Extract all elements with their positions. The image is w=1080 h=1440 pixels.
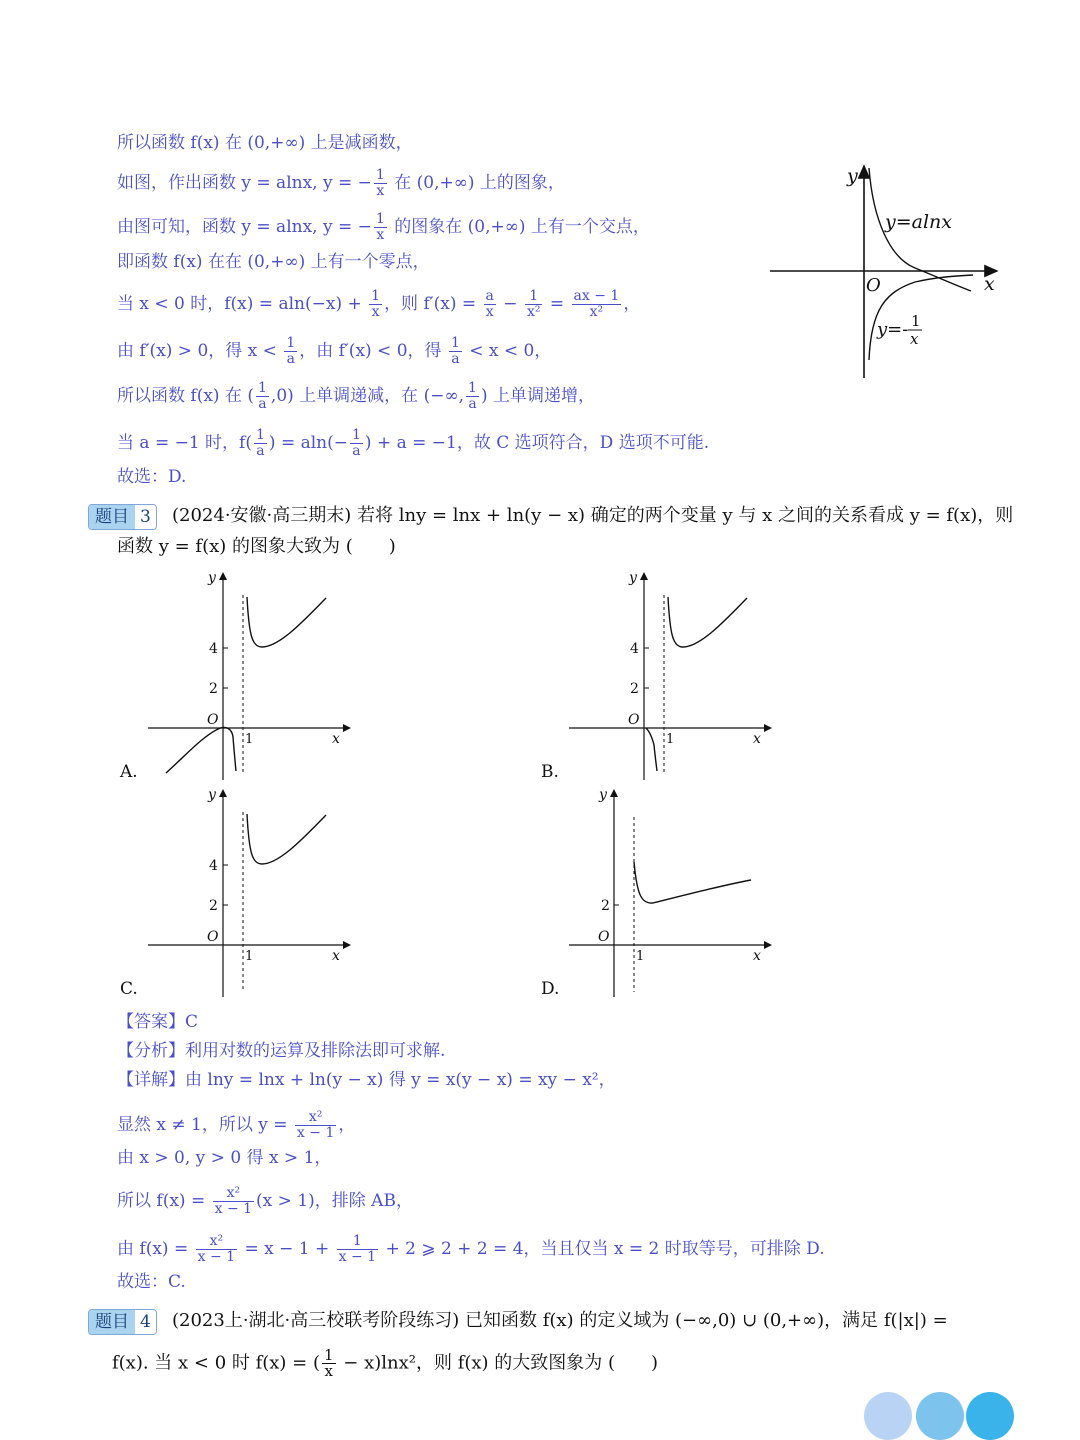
svg-text:x: x xyxy=(332,948,340,964)
detail-line-1: 【详解】由 lny = lnx + ln(y − x) 得 y = x(y − x) = xy − x²， xyxy=(117,1070,616,1090)
svg-text:2: 2 xyxy=(601,898,610,914)
decor-bubble xyxy=(864,1392,912,1440)
svg-text:O: O xyxy=(598,929,610,945)
svg-text:x: x xyxy=(753,731,761,747)
svg-text:1: 1 xyxy=(636,949,645,964)
svg-text:y: y xyxy=(208,570,216,586)
label-neg-reciprocal-num: 1 xyxy=(911,312,921,330)
detail-line-5: 由 f(x) = $\frac{\text{x²}}{x - 1}$ = x − 1 + $\frac{1}{x - 1}$ + 2 ⩾ 2 + 2 = 4，当且仅当 x = 2 时取等号，可排除 D. xyxy=(117,1233,825,1265)
option-c-graph xyxy=(140,782,360,1002)
question-4-line-1: (2023上·湖北·高三校联考阶段练习) 已知函数 f(x) 的定义域为 (−∞,0) ∪ (0,+∞)，满足 f(|x|) = xyxy=(172,1310,948,1331)
solution-line-2: 如图，作出函数 y = alnx, y = − $\frac{1}{x}$ 在 (0,+∞) 上的图象， xyxy=(117,167,565,199)
option-a-label[interactable]: A. xyxy=(120,762,138,782)
option-a-graph xyxy=(140,565,360,785)
decor-bubble xyxy=(916,1392,964,1440)
question-3-line-1: (2024·安徽·高三期末) 若将 lny = lnx + ln(y − x) 确定的两个变量 y 与 x 之间的关系看成 y = f(x)，则 xyxy=(172,505,1014,526)
curve-neg-reciprocal xyxy=(869,275,973,360)
option-b-graph xyxy=(561,565,781,785)
svg-text:O: O xyxy=(628,712,640,728)
label-neg-reciprocal: y=- xyxy=(877,319,909,340)
option-d-graph xyxy=(561,782,781,1002)
svg-text:y: y xyxy=(208,787,216,803)
question-3-badge xyxy=(88,504,157,530)
svg-text:2: 2 xyxy=(209,681,218,697)
decor-bubble xyxy=(966,1392,1014,1440)
solution-line-3: 由图可知，函数 y = alnx, y = − $\frac{1}{x}$ 的图象在 (0,+∞) 上有一个交点， xyxy=(117,211,650,243)
solution-line-1: 所以函数 f(x) 在 (0,+∞) 上是减函数， xyxy=(117,133,413,153)
question-badge-label: 题目 xyxy=(89,1310,135,1334)
svg-text:4: 4 xyxy=(630,641,639,657)
svg-text:2: 2 xyxy=(630,681,639,697)
question-badge-number: 4 xyxy=(135,1310,156,1334)
question-badge-label: 题目 xyxy=(89,505,135,529)
detail-line-4: 所以 f(x) = $\frac{\text{x²}}{x - 1}$ (x > 1)，排除 AB， xyxy=(117,1185,413,1217)
question-badge-number: 3 xyxy=(135,505,156,529)
solution-line-6: 由 f′(x) > 0，得 x < $\frac{1}{a}$ ，由 f′(x) < 0，得 $\frac{1}{a}$ < x < 0， xyxy=(117,335,552,367)
solution-line-4: 即函数 f(x) 在在 (0,+∞) 上有一个零点， xyxy=(117,252,430,272)
question-3-line-2: 函数 y = f(x) 的图象大致为 ( ) xyxy=(117,536,396,557)
analysis-line: 【分析】利用对数的运算及排除法即可求解. xyxy=(117,1041,446,1061)
svg-text:O: O xyxy=(207,929,219,945)
svg-text:y: y xyxy=(629,570,637,586)
graph-alnx xyxy=(765,160,1005,382)
question-4-line-2: f(x). 当 x < 0 时 f(x) = ( $\frac{1}{x}$ − x)lnx²，则 f(x) 的大致图象为 ( ) xyxy=(112,1346,659,1380)
question-4-badge xyxy=(88,1309,157,1335)
detail-line-2: 显然 x ≠ 1，所以 y = $\frac{\text{x²}}{x - 1}$ ， xyxy=(117,1109,356,1141)
solution-line-5: 当 x < 0 时，f(x) = aln(−x) + $\frac{1}{x}$ ，则 f′(x) = $\frac{a}{x}$ − $\frac{1}{\text{x²}}$ = $\frac{ax - 1}{\text{x²}}$ ， xyxy=(117,288,641,320)
svg-text:y: y xyxy=(599,787,607,803)
solution-line-9: 故选：D. xyxy=(117,467,187,487)
svg-text:x: x xyxy=(332,731,340,747)
svg-text:4: 4 xyxy=(209,641,218,657)
svg-text:1: 1 xyxy=(245,949,254,964)
label-alnx: y=alnx xyxy=(885,211,953,233)
graph-y-label: y xyxy=(847,165,858,187)
option-d-label[interactable]: D. xyxy=(541,979,560,999)
svg-text:O: O xyxy=(207,712,219,728)
detail-line-3: 由 x > 0, y > 0 得 x > 1， xyxy=(117,1148,332,1168)
svg-text:x: x xyxy=(753,948,761,964)
detail-line-6: 故选：C. xyxy=(117,1272,186,1292)
answer-line: 【答案】C xyxy=(117,1012,199,1032)
label-neg-reciprocal-den: x xyxy=(910,330,919,348)
svg-text:4: 4 xyxy=(209,858,218,874)
solution-line-7: 所以函数 f(x) 在 ( $\frac{1}{a}$ ,0) 上单调递减，在 (−∞, $\frac{1}{a}$ ) 上单调递增， xyxy=(117,380,595,412)
svg-text:2: 2 xyxy=(209,898,218,914)
svg-text:1: 1 xyxy=(245,732,254,747)
graph-origin: O xyxy=(866,275,881,296)
solution-line-8: 当 a = −1 时，f( $\frac{1}{a}$ ) = aln(− $\frac{1}{a}$ ) + a = −1，故 C 选项符合，D 选项不可能. xyxy=(117,427,710,459)
option-c-label[interactable]: C. xyxy=(120,979,138,999)
graph-x-label: x xyxy=(984,273,995,295)
svg-text:1: 1 xyxy=(666,732,675,747)
option-b-label[interactable]: B. xyxy=(541,762,559,782)
